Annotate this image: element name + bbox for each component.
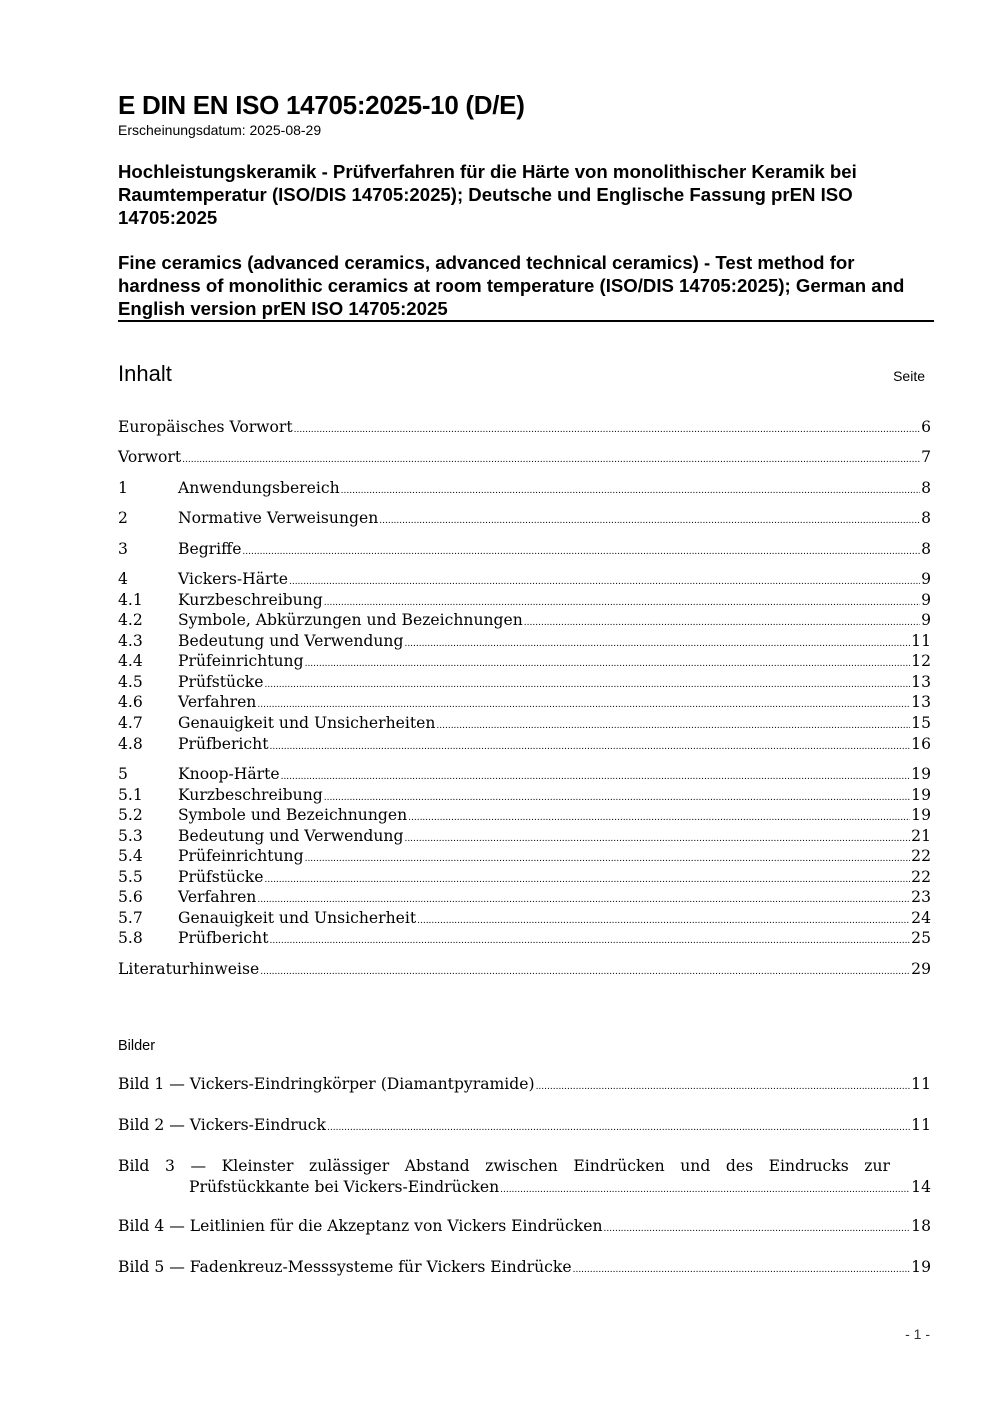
toc-heading: Inhalt	[118, 361, 172, 386]
toc-entry[interactable]	[118, 867, 931, 887]
toc-entry-page: 19	[911, 806, 931, 824]
toc-entry-number: 5.6	[118, 888, 143, 906]
figure-entry-page: 19	[911, 1258, 931, 1276]
page-number: - 1 -	[905, 1326, 930, 1342]
toc-entry[interactable]	[118, 672, 931, 692]
toc-entry-label: Prüfeinrichtung	[178, 652, 304, 670]
leader-dots	[327, 1115, 910, 1138]
toc-entry-page: 29	[911, 960, 931, 978]
toc-entry[interactable]	[118, 908, 931, 928]
leader-dots	[305, 651, 911, 674]
leader-dots	[281, 764, 911, 787]
toc-entry-page: 23	[911, 888, 931, 906]
toc-entry-number: 4	[118, 570, 128, 588]
toc-entry[interactable]	[118, 846, 931, 866]
figure-entry-label: Bild 2 — Vickers-Eindruck	[118, 1116, 326, 1134]
toc-entry-label: Symbole, Abkürzungen und Bezeichnungen	[178, 611, 523, 629]
toc-entry-number: 5.7	[118, 909, 143, 927]
toc-entry-label: Genauigkeit und Unsicherheiten	[178, 714, 436, 732]
leader-dots	[182, 447, 920, 470]
figure-entry-label-line1[interactable]: Bild 3 — Kleinster zulässiger Abstand zwischen Eindrücken und des Eindrucks zur	[118, 1157, 890, 1175]
toc-entry-number: 4.1	[118, 591, 143, 609]
toc-entry-label: Anwendungsbereich	[178, 479, 340, 497]
toc-entry[interactable]	[118, 959, 931, 979]
figure-entry-page: 11	[911, 1116, 931, 1134]
figure-entry[interactable]	[118, 1074, 931, 1094]
toc-entry[interactable]	[118, 539, 931, 559]
figures-heading: Bilder	[118, 1038, 156, 1054]
title-german: Hochleistungskeramik - Prüfverfahren für die Härte von monolithischer Keramik bei Raumtemperatur (ISO/DIS 14705:2025); Deutsche und Englische Fassung prEN ISO 14705:2025	[118, 161, 857, 228]
toc-entry[interactable]	[118, 508, 931, 528]
toc-entry[interactable]	[118, 887, 931, 907]
toc-entry-label: Begriffe	[178, 540, 242, 558]
toc-entry-label: Kurzbeschreibung	[178, 591, 323, 609]
toc-entry-label: Literaturhinweise	[118, 960, 260, 978]
toc-entry[interactable]	[118, 610, 931, 630]
toc-entry-page: 22	[911, 868, 931, 886]
figure-entry-label: Bild 4 — Leitlinien für die Akzeptanz von Vickers Eindrücken	[118, 1217, 603, 1235]
leader-dots	[436, 713, 910, 736]
toc-entry-page: 22	[911, 847, 931, 865]
toc-entry-page: 13	[911, 673, 931, 691]
toc-entry-number: 4.7	[118, 714, 143, 732]
toc-entry-page: 11	[911, 632, 931, 650]
toc-entry-page: 8	[921, 509, 931, 527]
leader-dots	[379, 508, 920, 531]
figure-entry[interactable]	[118, 1216, 931, 1236]
toc-entry-page: 8	[921, 479, 931, 497]
toc-entry[interactable]	[118, 713, 931, 733]
figure-entry-page: 11	[911, 1075, 931, 1093]
toc-entry-label: Prüfbericht	[178, 735, 269, 753]
leader-dots	[341, 478, 920, 501]
leader-dots	[257, 692, 910, 715]
toc-entry[interactable]	[118, 785, 931, 805]
toc-entry-number: 4.3	[118, 632, 143, 650]
toc-entry-label: Prüfstücke	[178, 868, 264, 886]
toc-entry[interactable]	[118, 826, 931, 846]
title-divider	[118, 320, 934, 322]
toc-entry-page: 15	[911, 714, 931, 732]
toc-entry-label: Europäisches Vorwort	[118, 418, 293, 436]
toc-entry[interactable]	[118, 631, 931, 651]
figure-entry-label-line2: Prüfstückkante bei Vickers-Eindrücken	[189, 1178, 500, 1196]
toc-entry-number: 5	[118, 765, 128, 783]
toc-entry-number: 1	[118, 479, 128, 497]
toc-entry-number: 4.4	[118, 652, 143, 670]
toc-entry-number: 4.6	[118, 693, 143, 711]
toc-entry-label: Normative Verweisungen	[178, 509, 379, 527]
toc-entry-number: 5.3	[118, 827, 143, 845]
leader-dots	[573, 1257, 911, 1280]
toc-entry-page: 16	[911, 735, 931, 753]
leader-dots	[524, 610, 920, 633]
toc-entry[interactable]	[118, 590, 931, 610]
toc-entry-page: 24	[911, 909, 931, 927]
publication-date: Erscheinungsdatum: 2025-08-29	[118, 122, 322, 138]
leader-dots	[289, 569, 920, 592]
toc-entry-label: Prüfbericht	[178, 929, 269, 947]
toc-entry[interactable]	[118, 734, 931, 754]
toc-entry-label: Bedeutung und Verwendung	[178, 827, 404, 845]
toc-entry-number: 4.2	[118, 611, 143, 629]
toc-entry-label: Vickers-Härte	[178, 570, 288, 588]
toc-entry-number: 5.4	[118, 847, 143, 865]
toc-entry-label: Verfahren	[178, 693, 257, 711]
toc-entry-label: Symbole und Bezeichnungen	[178, 806, 408, 824]
toc-entry-number: 5.8	[118, 929, 143, 947]
toc-entry-page: 25	[911, 929, 931, 947]
leader-dots	[269, 928, 910, 951]
leader-dots	[408, 805, 910, 828]
toc-entry-label: Verfahren	[178, 888, 257, 906]
toc-entry-number: 3	[118, 540, 128, 558]
figure-entry-label: Bild 5 — Fadenkreuz-Messsysteme für Vickers Eindrücke	[118, 1258, 572, 1276]
toc-entry[interactable]	[118, 928, 931, 948]
leader-dots	[294, 417, 920, 440]
toc-entry-number: 2	[118, 509, 128, 527]
toc-entry[interactable]	[118, 692, 931, 712]
leader-dots	[604, 1216, 911, 1239]
figure-entry-page: 18	[911, 1217, 931, 1235]
figure-entry[interactable]	[189, 1177, 931, 1197]
toc-entry-page: 19	[911, 786, 931, 804]
toc-entry-number: 4.5	[118, 673, 143, 691]
toc-entry[interactable]	[118, 569, 931, 589]
toc-entry-page: 8	[921, 540, 931, 558]
toc-entry-page: 21	[911, 827, 931, 845]
toc-page-column-label: Seite	[893, 368, 925, 384]
toc-entry-number: 5.1	[118, 786, 143, 804]
toc-entry-page: 9	[921, 611, 931, 629]
toc-entry-page: 7	[921, 448, 931, 466]
toc-entry[interactable]	[118, 651, 931, 671]
leader-dots	[242, 539, 920, 562]
toc-entry-page: 13	[911, 693, 931, 711]
toc-entry-page: 6	[921, 418, 931, 436]
figure-entry-label: Bild 1 — Vickers-Eindringkörper (Diamantpyramide)	[118, 1075, 535, 1093]
toc-entry-label: Prüfstücke	[178, 673, 264, 691]
toc-entry-label: Kurzbeschreibung	[178, 786, 323, 804]
toc-entry-label: Knoop-Härte	[178, 765, 280, 783]
leader-dots	[257, 887, 910, 910]
toc-entry-number: 5.5	[118, 868, 143, 886]
toc-entry-page: 12	[911, 652, 931, 670]
toc-entry-label: Vorwort	[118, 448, 182, 466]
figure-entry-page: 14	[911, 1178, 931, 1196]
figure-entry[interactable]	[118, 1257, 931, 1277]
leader-dots	[500, 1177, 910, 1200]
leader-dots	[269, 734, 910, 757]
toc-entry-label: Prüfeinrichtung	[178, 847, 304, 865]
toc-entry-page: 19	[911, 765, 931, 783]
figure-entry[interactable]	[118, 1115, 931, 1135]
leader-dots	[260, 959, 910, 982]
leader-dots	[305, 846, 911, 869]
toc-entry-page: 9	[921, 570, 931, 588]
toc-entry[interactable]	[118, 417, 931, 437]
toc-entry-label: Genauigkeit und Unsicherheit	[178, 909, 417, 927]
toc-entry[interactable]	[118, 447, 931, 467]
document-title: E DIN EN ISO 14705:2025-10 (D/E)	[118, 90, 525, 120]
toc-entry[interactable]	[118, 478, 931, 498]
toc-entry-label: Bedeutung und Verwendung	[178, 632, 404, 650]
toc-entry[interactable]	[118, 805, 931, 825]
leader-dots	[536, 1074, 911, 1097]
toc-entry-number: 5.2	[118, 806, 143, 824]
title-english: Fine ceramics (advanced ceramics, advanced technical ceramics) - Test method for hardness of monolithic ceramics at room temperature (ISO/DIS 14705:2025); German and English version prEN ISO 14705:2025	[118, 252, 905, 319]
toc-entry-number: 4.8	[118, 735, 143, 753]
toc-entry-page: 9	[921, 591, 931, 609]
toc-entry[interactable]	[118, 764, 931, 784]
